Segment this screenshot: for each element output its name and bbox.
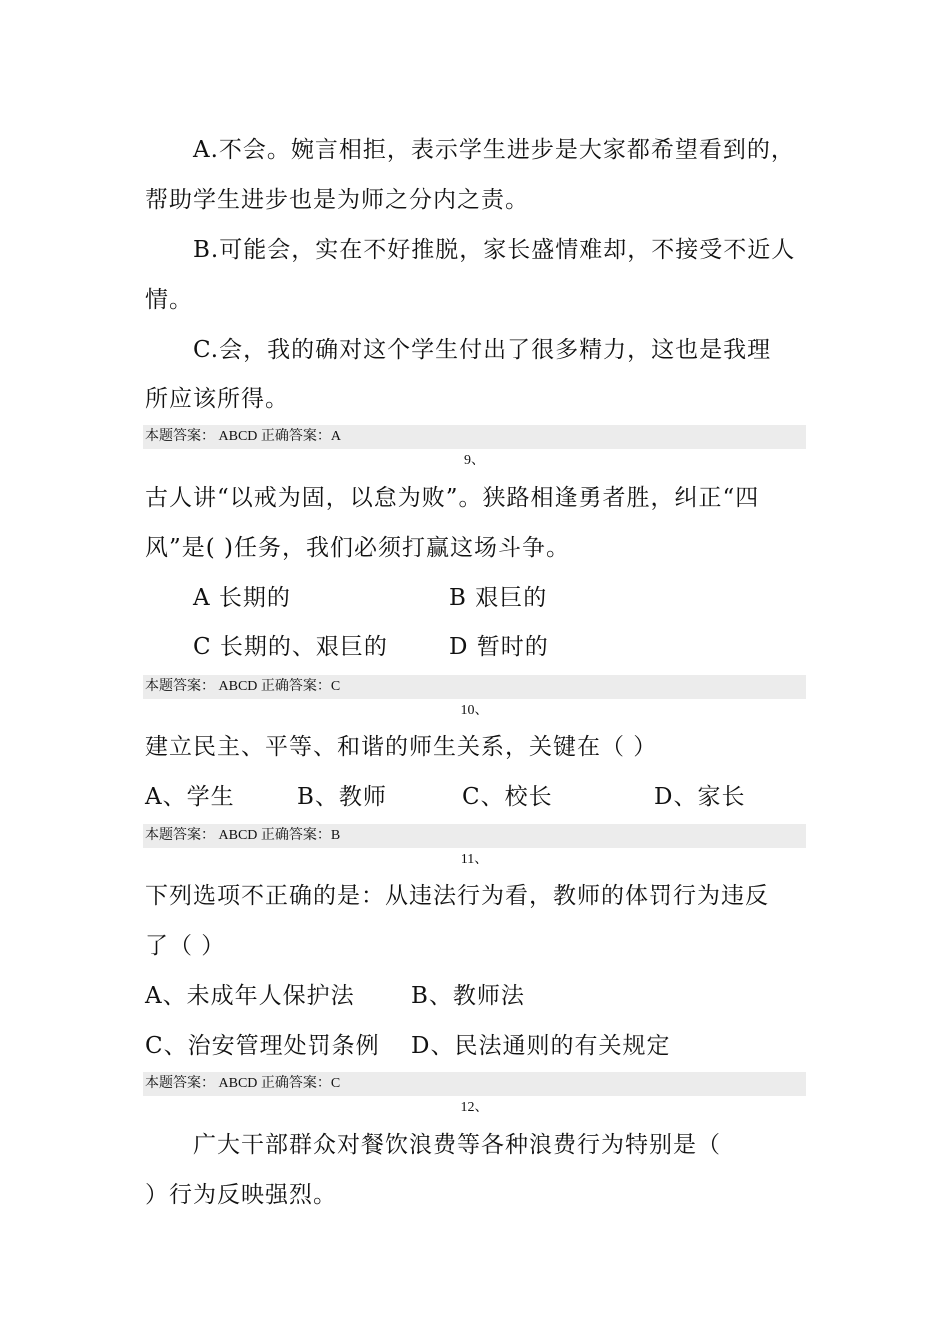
q11-number: 11、 <box>460 852 489 867</box>
q10-option-a: A、学生 <box>145 784 235 810</box>
q8-option-c-line2: 所应该所得。 <box>145 386 289 412</box>
q8-option-b-line1: B.可能会，实在不好推脱，家长盛情难却，不接受不近人 <box>193 237 796 263</box>
q11-stem-line1: 下列选项不正确的是：从违法行为看，教师的体罚行为违反 <box>145 883 769 909</box>
q8-option-a-line2: 帮助学生进步也是为师之分内之责。 <box>145 187 529 213</box>
q11-stem-line2: 了（ ） <box>145 933 226 959</box>
q8-option-c-line1: C.会，我的确对这个学生付出了很多精力，这也是我理 <box>193 337 772 363</box>
q12-stem-line2: ）行为反映强烈。 <box>145 1182 337 1208</box>
q10-option-d: D、家长 <box>654 784 746 810</box>
q10-answer-bar: 本题答案： ABCD 正确答案：B <box>143 824 806 848</box>
q11-option-a: A、未成年人保护法 <box>145 983 355 1009</box>
q9-stem-line2: 风”是( )任务，我们必须打赢这场斗争。 <box>145 535 571 561</box>
q9-option-c: C 长期的、艰巨的 <box>193 634 388 660</box>
q9-number: 9、 <box>464 453 485 468</box>
q10-stem: 建立民主、平等、和谐的师生关系，关键在（ ） <box>145 734 658 760</box>
q9-option-d: D 暂时的 <box>449 634 549 660</box>
q11-option-d: D、民法通则的有关规定 <box>411 1033 671 1059</box>
q9-option-b: B 艰巨的 <box>449 585 548 611</box>
q10-option-c: C、校长 <box>462 784 553 810</box>
q11-option-b: B、教师法 <box>411 983 525 1009</box>
q9-stem-line1: 古人讲“以戒为固，以怠为败”。狭路相逢勇者胜，纠正“四 <box>145 485 760 511</box>
q9-answer-bar: 本题答案： ABCD 正确答案：C <box>143 675 806 699</box>
q11-option-c: C、治安管理处罚条例 <box>145 1033 380 1059</box>
q8-answer-bar: 本题答案： ABCD 正确答案：A <box>143 425 806 449</box>
q9-option-a: A 长期的 <box>193 585 291 611</box>
q11-answer-bar: 本题答案： ABCD 正确答案：C <box>143 1072 806 1096</box>
q10-number: 10、 <box>460 703 489 718</box>
q8-option-a-line1: A.不会。婉言相拒，表示学生进步是大家都希望看到的， <box>193 137 795 163</box>
q10-option-b: B、教师 <box>297 784 387 810</box>
q12-stem-line1: 广大干部群众对餐饮浪费等各种浪费行为特别是（ <box>193 1132 721 1158</box>
q8-option-b-line2: 情。 <box>145 287 193 313</box>
q12-number: 12、 <box>460 1100 489 1115</box>
